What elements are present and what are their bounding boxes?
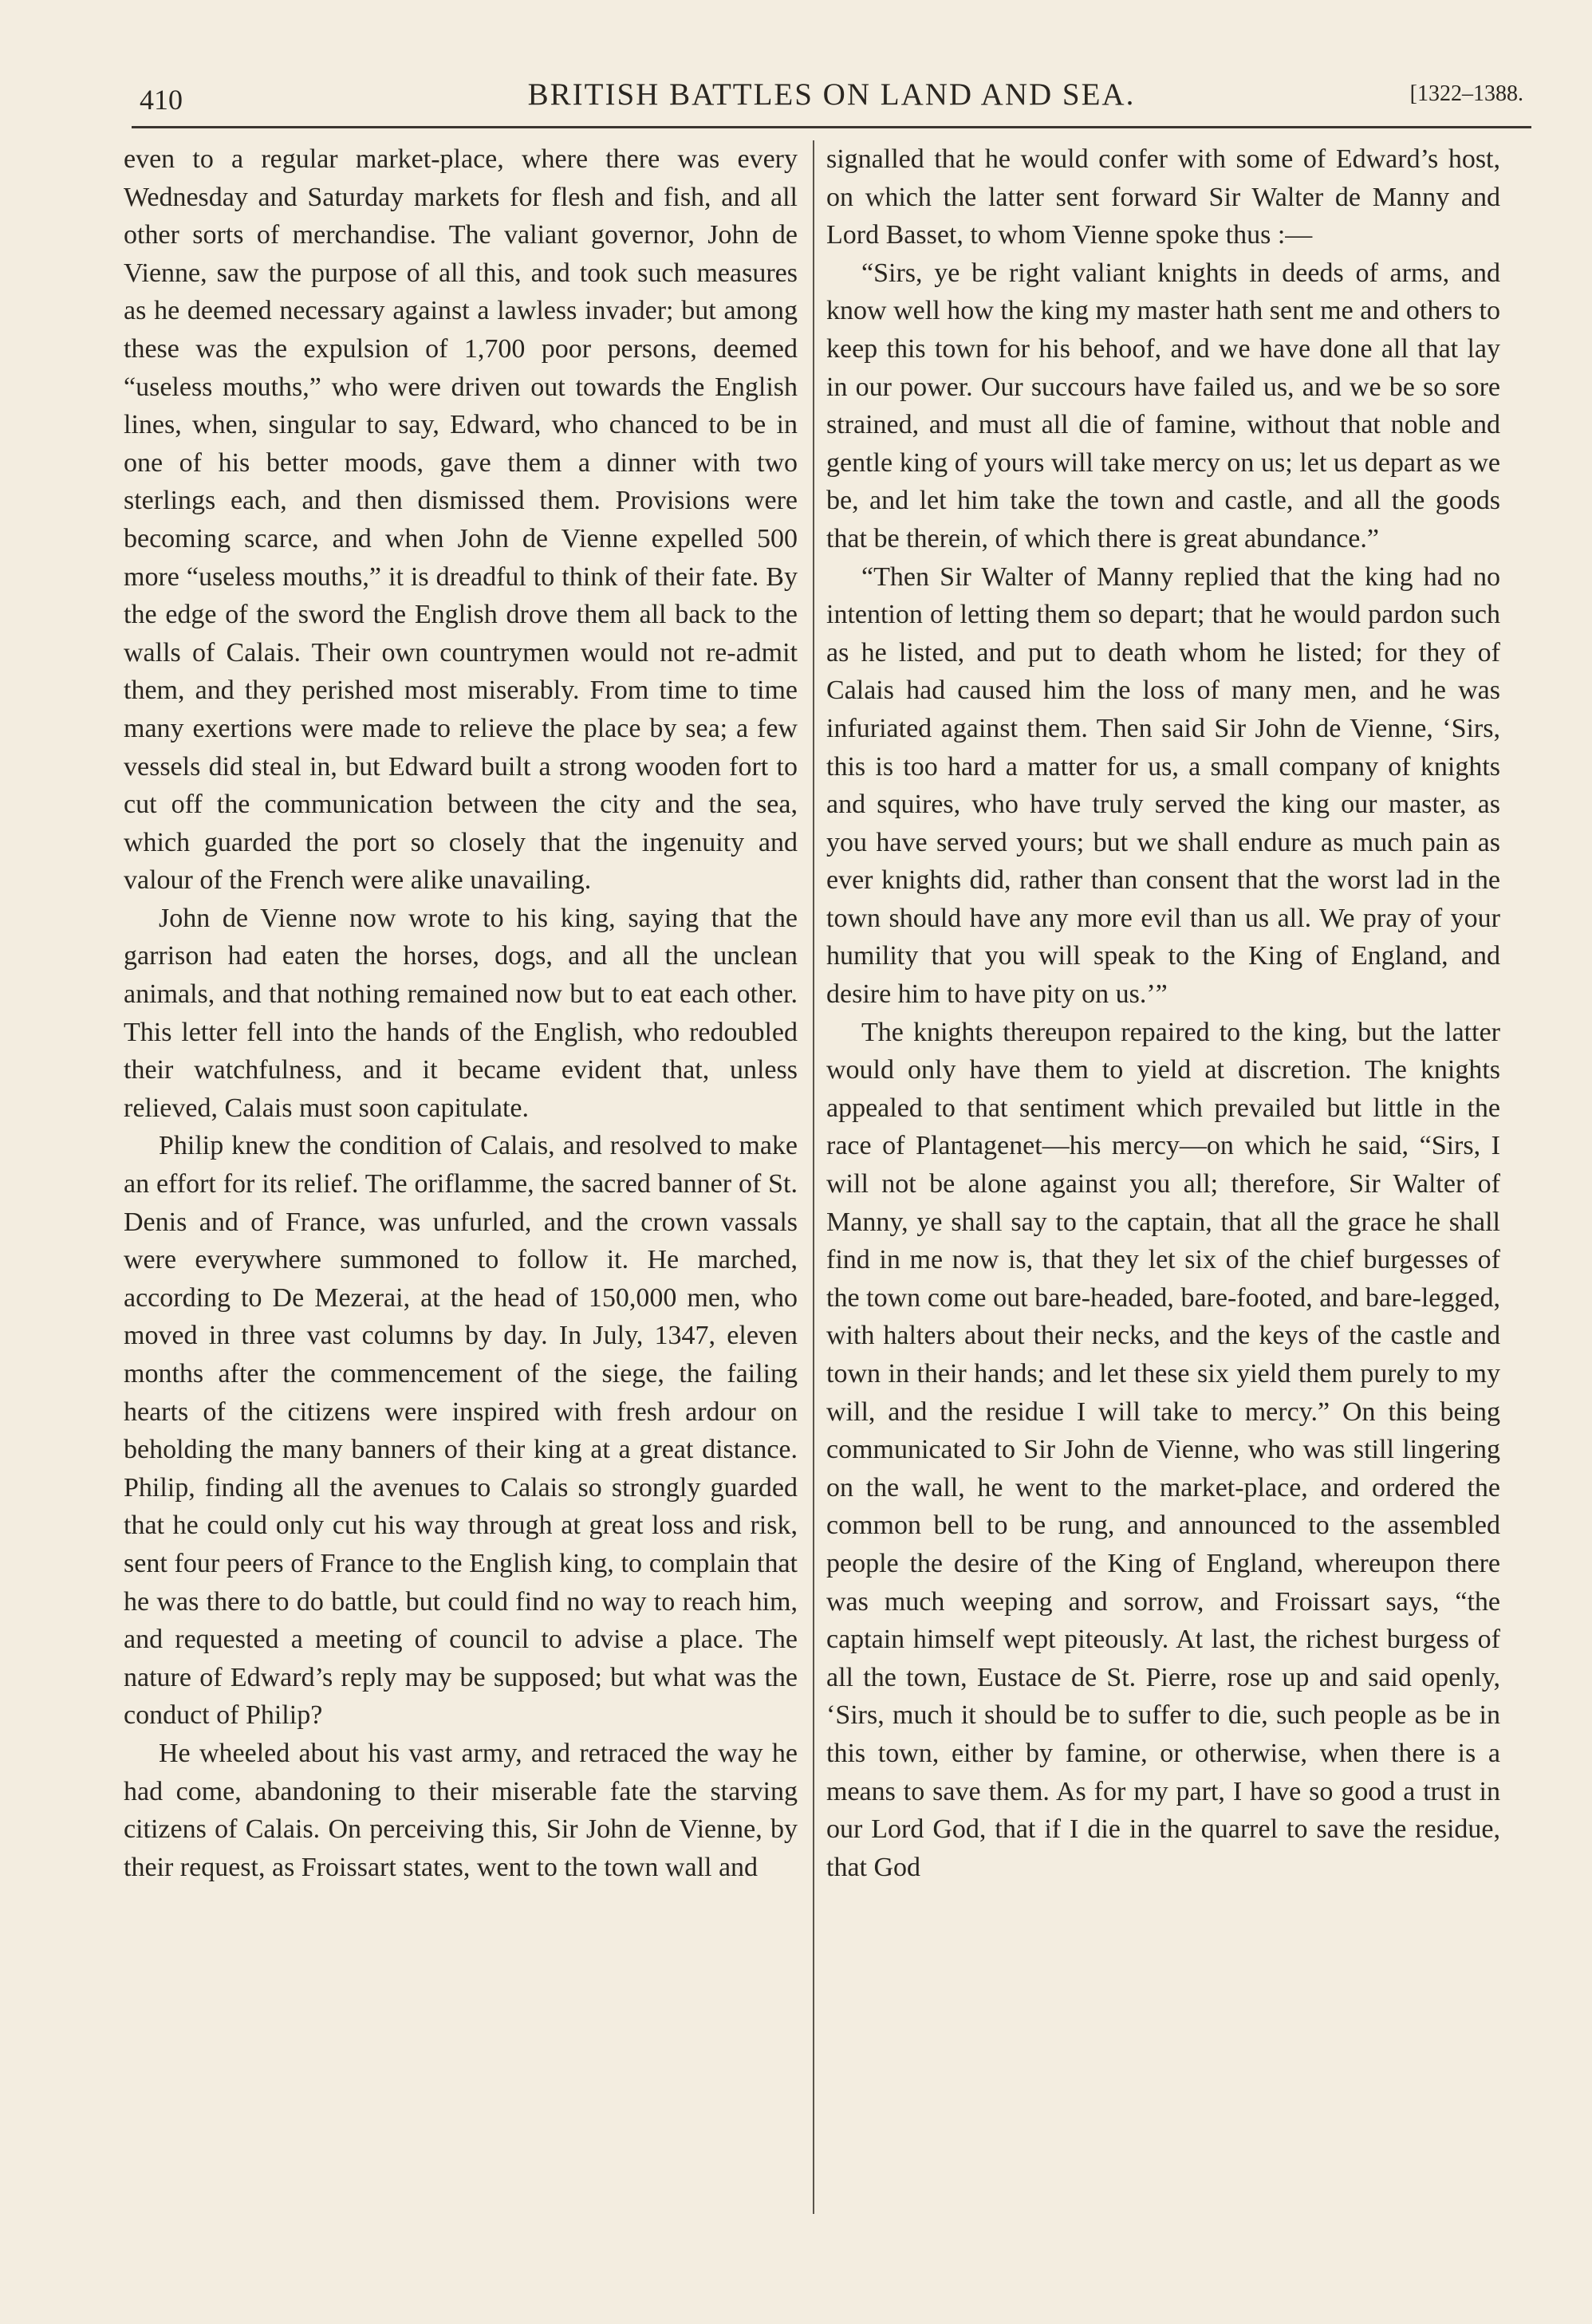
page-header [140,77,1523,124]
paragraph: He wheeled about his vast army, and retraced the way he had come, abandoning to their miserable fate the starving citizens of Calais. On perceiving this, Sir John de Vienne, by their request, as Froissart states, went to the town wall and [124,1738,798,1882]
running-title: BRITISH BATTLES ON LAND AND SEA. [527,77,1136,112]
paragraph: “Sirs, ye be right valiant knights in deeds of arms, and know well how the king my master hath sent me and others to keep this town for his behoof, and we have done all that lay in our power. Our succours have failed us, and we be so sore strained, and must all die of famine, without that noble and gentle king of yours will take mercy on us; let us depart as we be, and let him take the town and castle, and all the goods that be therein, of which there is great abundance.” [826,258,1500,553]
paragraph: signalled that he would confer with some of Edward’s host, on which the latter sent forward Sir Walter de Manny and Lord Basset, to whom Vienne spoke thus :— [826,144,1500,250]
header-rule [132,126,1531,128]
paragraph: The knights thereupon repaired to the king, but the latter would only have them to yield at discretion. The knights appealed to that sentiment which prevailed but little in the race of Plantagenet—his mercy—on which he said, “Sirs, I will not be alone against you all; therefore, Sir Walter of Manny, ye shall say to the captain, that all the grace he shall find in me now is, that they let six of the chief burgesses of the town come out bare-headed, bare-footed, and bare-legged, with halters about their necks, and the keys of the castle and town in their hands; and let these six yield them purely to my will, and the residue I will take to mercy.” On this being communicated to Sir John de Vienne, who was still lingering on the wall, he went to the market-place, and ordered the common bell to be rung, and announced to the assembled people the desire of the King of England, whereupon there was much weeping and sorrow, and Froissart says, “the captain himself wept piteously. At last, the richest burgess of all the town, Eustace de St. Pierre, rose up and said openly, ‘Sirs, much it should be to suffer to die, such people as be in this town, either by famine, or otherwise, when there is a means to save them. As for my part, I have so good a trust in our Lord God, that if I die in the quarrel to save the residue, that God [826,1017,1500,1882]
paragraph: even to a regular market-place, where there was every Wednesday and Saturday markets for flesh and fish, and all other sorts of merchandise. The valiant governor, John de Vienne, saw the purpose of all this, and took such measures as he deemed necessary against a lawless invader; but among these was the expulsion of 1,700 poor persons, deemed “useless mouths,” who were driven out towards the English lines, when, singular to say, Edward, who chanced to be in one of his better moods, gave them a dinner with two sterlings each, and then dismissed them. Provisions were becoming scarce, and when John de Vienne expelled 500 more “useless mouths,” it is dreadful to think of their fate. By the edge of the sword the English drove them all back to the walls of Calais. Their own countrymen would not re-admit them, and they perished most miserably. From time to time many exertions were made to relieve the place by sea; a few vessels did steal in, but Edward built a strong wooden fort to cut off the communication between the city and the sea, which guarded the port so closely that the ingenuity and valour of the French were alike unavailing. [124,144,798,896]
date-range: [1322–1388. [1409,81,1523,106]
page-number: 410 [140,84,183,116]
paragraph: John de Vienne now wrote to his king, saying that the garrison had eaten the horses, dogs, and all the unclean animals, and that nothing remained now but to eat each other. This letter fell into the hands of the English, who redoubled their watchfulness, and it became evident that, unless relieved, Calais must soon capitulate. [124,903,798,1123]
right-column [826,140,1500,2214]
paragraph: “Then Sir Walter of Manny replied that the king had no intention of letting them so depart; that he would pardon such as he listed, and put to death whom he listed; for they of Calais had caused him the loss of many men, and he was infuriated against them. Then said Sir John de Vienne, ‘Sirs, this is too hard a matter for us, a small company of knights and squires, who have truly served the king our master, as you have served yours; but we shall endure as much pain as ever knights did, rather than consent that the worst lad in the town should have any more evil than us all. We pray of your humility that you will speak to the King of England, and desire him to have pity on us.’” [826,561,1500,1010]
left-column [124,140,798,2214]
paragraph: Philip knew the condition of Calais, and resolved to make an effort for its relief. The oriflamme, the sacred banner of St. Denis and of France, was unfurled, and the crown vassals were everywhere summoned to follow it. He marched, according to De Mezerai, at the head of 150,000 men, who moved in three vast columns by day. In July, 1347, eleven months after the commencement of the siege, the failing hearts of the citizens were inspired with fresh ardour on beholding the many banners of their king at a great distance. Philip, finding all the avenues to Calais so strongly guarded that he could only cut his way through at great loss and risk, sent four peers of France to the English king, to complain that he was there to do battle, but could find no way to reach him, and requested a meeting of council to advise a place. The nature of Edward’s reply may be supposed; but what was the conduct of Philip? [124,1131,798,1731]
column-divider [813,140,814,2214]
